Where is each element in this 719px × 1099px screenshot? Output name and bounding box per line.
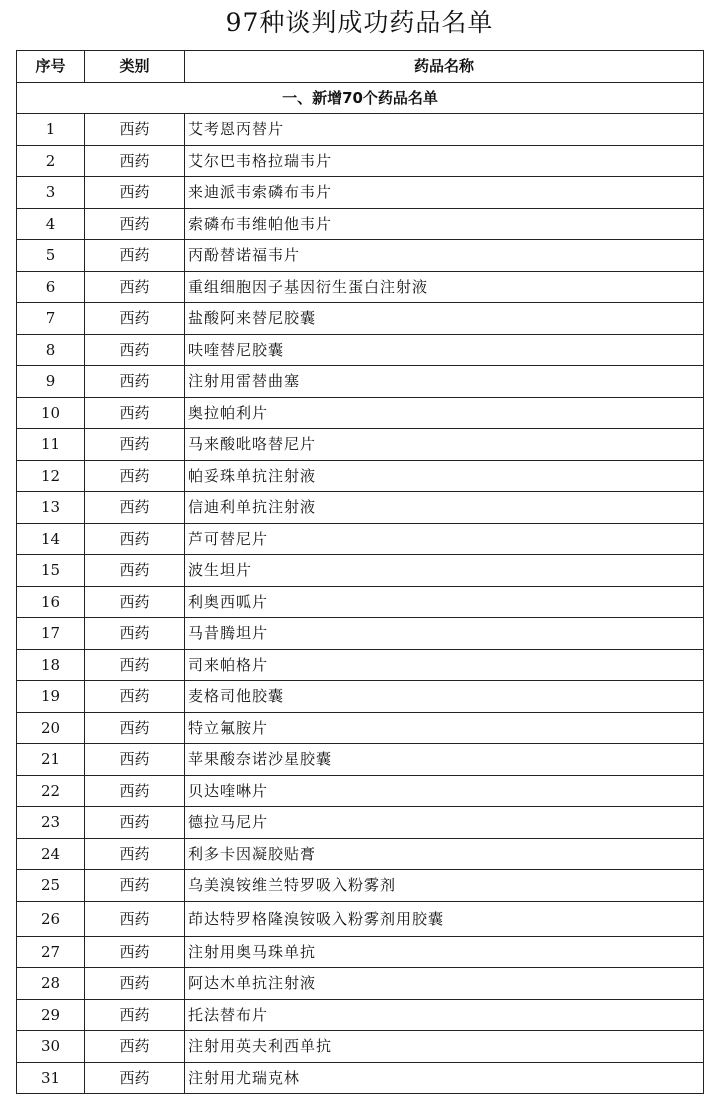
table-header-row (17, 51, 704, 83)
table-row (17, 303, 704, 335)
row-drug-name: 利奥西呱片 (185, 586, 704, 618)
row-drug-name: 艾尔巴韦格拉瑞韦片 (185, 145, 704, 177)
row-category: 西药 (85, 492, 185, 524)
row-category: 西药 (85, 901, 185, 936)
row-drug-name: 艾考恩丙替片 (185, 114, 704, 146)
row-drug-name: 来迪派韦索磷布韦片 (185, 177, 704, 209)
table-row (17, 870, 704, 902)
table-row (17, 775, 704, 807)
row-category: 西药 (85, 429, 185, 461)
row-index: 6 (17, 271, 85, 303)
header-drug-name: 药品名称 (185, 51, 704, 83)
table-row (17, 901, 704, 936)
row-drug-name: 帕妥珠单抗注射液 (185, 460, 704, 492)
row-drug-name: 马来酸吡咯替尼片 (185, 429, 704, 461)
row-drug-name: 注射用尤瑞克林 (185, 1062, 704, 1094)
row-index: 2 (17, 145, 85, 177)
table-row (17, 838, 704, 870)
table-row (17, 649, 704, 681)
row-index: 29 (17, 999, 85, 1031)
table-row (17, 334, 704, 366)
section-row (17, 82, 704, 114)
row-category: 西药 (85, 1031, 185, 1063)
table-row (17, 1062, 704, 1094)
row-index: 13 (17, 492, 85, 524)
row-drug-name: 注射用奥马珠单抗 (185, 936, 704, 968)
table-row (17, 807, 704, 839)
row-category: 西药 (85, 460, 185, 492)
table-row (17, 523, 704, 555)
section-title: 一、新增70个药品名单 (17, 82, 704, 114)
row-category: 西药 (85, 240, 185, 272)
row-index: 15 (17, 555, 85, 587)
table-row (17, 968, 704, 1000)
row-index: 9 (17, 366, 85, 398)
table-row (17, 240, 704, 272)
row-category: 西药 (85, 303, 185, 335)
row-category: 西药 (85, 208, 185, 240)
table-row (17, 618, 704, 650)
row-drug-name: 重组细胞因子基因衍生蛋白注射液 (185, 271, 704, 303)
row-drug-name: 呋喹替尼胶囊 (185, 334, 704, 366)
row-drug-name: 索磷布韦维帕他韦片 (185, 208, 704, 240)
row-drug-name: 马昔腾坦片 (185, 618, 704, 650)
row-drug-name: 司来帕格片 (185, 649, 704, 681)
row-category: 西药 (85, 271, 185, 303)
row-category: 西药 (85, 555, 185, 587)
row-drug-name: 注射用英夫利西单抗 (185, 1031, 704, 1063)
row-index: 27 (17, 936, 85, 968)
row-category: 西药 (85, 870, 185, 902)
row-index: 23 (17, 807, 85, 839)
row-drug-name: 盐酸阿来替尼胶囊 (185, 303, 704, 335)
header-category: 类别 (85, 51, 185, 83)
row-index: 26 (17, 901, 85, 936)
row-index: 5 (17, 240, 85, 272)
row-category: 西药 (85, 968, 185, 1000)
row-drug-name: 茚达特罗格隆溴铵吸入粉雾剂用胶囊 (185, 901, 704, 936)
row-category: 西药 (85, 145, 185, 177)
row-category: 西药 (85, 334, 185, 366)
row-category: 西药 (85, 618, 185, 650)
row-drug-name: 贝达喹啉片 (185, 775, 704, 807)
row-category: 西药 (85, 712, 185, 744)
row-category: 西药 (85, 523, 185, 555)
row-index: 8 (17, 334, 85, 366)
row-category: 西药 (85, 114, 185, 146)
row-category: 西药 (85, 1062, 185, 1094)
row-category: 西药 (85, 775, 185, 807)
table-row (17, 271, 704, 303)
row-category: 西药 (85, 649, 185, 681)
row-index: 10 (17, 397, 85, 429)
table-row (17, 712, 704, 744)
row-drug-name: 芦可替尼片 (185, 523, 704, 555)
row-drug-name: 托法替布片 (185, 999, 704, 1031)
row-drug-name: 苹果酸奈诺沙星胶囊 (185, 744, 704, 776)
row-category: 西药 (85, 807, 185, 839)
table-row (17, 586, 704, 618)
row-category: 西药 (85, 177, 185, 209)
row-index: 4 (17, 208, 85, 240)
row-drug-name: 丙酚替诺福韦片 (185, 240, 704, 272)
table-row (17, 492, 704, 524)
table-row (17, 177, 704, 209)
table-row (17, 397, 704, 429)
row-category: 西药 (85, 744, 185, 776)
row-category: 西药 (85, 936, 185, 968)
row-index: 16 (17, 586, 85, 618)
row-category: 西药 (85, 397, 185, 429)
row-drug-name: 利多卡因凝胶贴膏 (185, 838, 704, 870)
row-index: 21 (17, 744, 85, 776)
table-row (17, 936, 704, 968)
row-index: 28 (17, 968, 85, 1000)
row-index: 25 (17, 870, 85, 902)
row-drug-name: 特立氟胺片 (185, 712, 704, 744)
table-row (17, 145, 704, 177)
row-index: 12 (17, 460, 85, 492)
table-row (17, 1031, 704, 1063)
row-index: 19 (17, 681, 85, 713)
row-index: 20 (17, 712, 85, 744)
row-category: 西药 (85, 586, 185, 618)
table-row (17, 429, 704, 461)
table-row (17, 208, 704, 240)
row-index: 31 (17, 1062, 85, 1094)
row-index: 30 (17, 1031, 85, 1063)
row-drug-name: 乌美溴铵维兰特罗吸入粉雾剂 (185, 870, 704, 902)
drug-list-table (16, 50, 704, 1094)
row-drug-name: 麦格司他胶囊 (185, 681, 704, 713)
row-drug-name: 信迪利单抗注射液 (185, 492, 704, 524)
row-index: 7 (17, 303, 85, 335)
row-category: 西药 (85, 366, 185, 398)
row-index: 11 (17, 429, 85, 461)
table-row (17, 744, 704, 776)
row-drug-name: 奥拉帕利片 (185, 397, 704, 429)
row-index: 18 (17, 649, 85, 681)
row-category: 西药 (85, 838, 185, 870)
table-row (17, 114, 704, 146)
row-drug-name: 波生坦片 (185, 555, 704, 587)
row-index: 3 (17, 177, 85, 209)
table-row (17, 555, 704, 587)
table-row (17, 366, 704, 398)
row-index: 14 (17, 523, 85, 555)
row-drug-name: 阿达木单抗注射液 (185, 968, 704, 1000)
row-category: 西药 (85, 999, 185, 1031)
row-index: 17 (17, 618, 85, 650)
row-index: 22 (17, 775, 85, 807)
header-index: 序号 (17, 51, 85, 83)
table-row (17, 999, 704, 1031)
row-drug-name: 注射用雷替曲塞 (185, 366, 704, 398)
row-index: 24 (17, 838, 85, 870)
row-index: 1 (17, 114, 85, 146)
page-title: 97种谈判成功药品名单 (225, 8, 494, 37)
table-row (17, 460, 704, 492)
table-row (17, 681, 704, 713)
row-drug-name: 德拉马尼片 (185, 807, 704, 839)
row-category: 西药 (85, 681, 185, 713)
